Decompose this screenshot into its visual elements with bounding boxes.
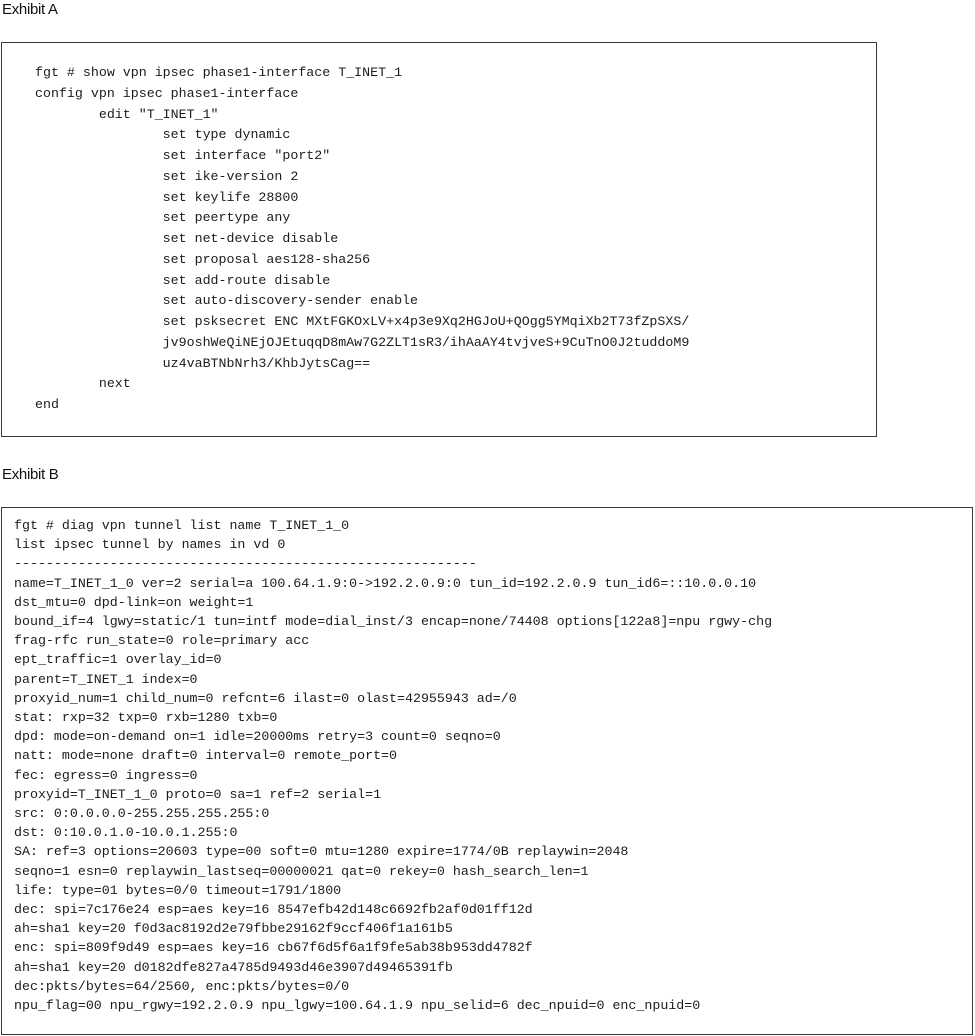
exhibit-b-label: Exhibit B bbox=[2, 466, 59, 483]
code-line: list ipsec tunnel by names in vd 0 bbox=[14, 537, 286, 553]
code-line: set peertype any bbox=[35, 210, 291, 226]
code-line: next bbox=[35, 376, 131, 392]
code-line: fgt # show vpn ipsec phase1-interface T_INET_1 bbox=[35, 65, 403, 80]
code-line: end bbox=[35, 397, 59, 412]
code-line: bound_if=4 lgwy=static/1 tun=intf mode=dial_inst/3 encap=none/74408 options[122a8]=npu rgwy-chg bbox=[14, 614, 773, 630]
exhibit-a-label: Exhibit A bbox=[2, 1, 58, 18]
code-line: frag-rfc run_state=0 role=primary acc bbox=[14, 633, 310, 649]
code-line: src: 0:0.0.0.0-255.255.255.255:0 bbox=[14, 806, 270, 822]
code-line: fec: egress=0 ingress=0 bbox=[14, 767, 198, 783]
exhibit-b-code bbox=[14, 516, 972, 1015]
code-line: set net-device disable bbox=[35, 231, 339, 246]
code-line: enc: spi=809f9d49 esp=aes key=16 cb67f6d5f6a1f9fe5ab38b953dd4782f bbox=[14, 940, 533, 956]
code-line: set type dynamic bbox=[35, 127, 291, 143]
code-line: jv9oshWeQiNEjOJEtuqqD8mAw7G2ZLT1sR3/ihAaAY4tvjveS+9CuTnO0J2tuddoM9 bbox=[35, 334, 690, 350]
code-line: seqno=1 esn=0 replaywin_lastseq=00000021 qat=0 rekey=0 hash_search_len=1 bbox=[14, 863, 589, 879]
code-line: dst: 0:10.0.1.0-10.0.1.255:0 bbox=[14, 825, 238, 841]
code-line: config vpn ipsec phase1-interface bbox=[35, 85, 299, 101]
code-line: ah=sha1 key=20 f0d3ac8192d2e79fbbe29162f9ccf406f1a161b5 bbox=[14, 921, 453, 937]
exhibit-a-code-box bbox=[1, 42, 877, 437]
code-line: dpd: mode=on-demand on=1 idle=20000ms retry=3 count=0 seqno=0 bbox=[14, 729, 501, 745]
code-line: proxyid=T_INET_1_0 proto=0 sa=1 ref=2 serial=1 bbox=[14, 786, 382, 802]
code-line: dec: spi=7c176e24 esp=aes key=16 8547efb42d148c6692fb2af0d01ff12d bbox=[14, 902, 533, 918]
code-line: parent=T_INET_1 index=0 bbox=[14, 671, 198, 687]
code-line: set proposal aes128-sha256 bbox=[35, 251, 371, 267]
code-line: set add-route disable bbox=[35, 272, 331, 288]
code-line: ah=sha1 key=20 d0182dfe827a4785d9493d46e3907d49465391fb bbox=[14, 959, 453, 975]
code-line: set keylife 28800 bbox=[35, 189, 299, 205]
code-line: set ike-version 2 bbox=[35, 168, 299, 184]
exhibit-b-code-box bbox=[1, 507, 973, 1035]
code-line: dst_mtu=0 dpd-link=on weight=1 bbox=[14, 594, 254, 610]
code-line: natt: mode=none draft=0 interval=0 remote_port=0 bbox=[14, 748, 398, 764]
code-line: set psksecret ENC MXtFGKOxLV+x4p3e9Xq2HGJoU+QOgg5YMqiXb2T73fZpSXS/ bbox=[35, 314, 690, 329]
code-line: ---------------------------------------------------------- bbox=[14, 556, 477, 572]
code-line: SA: ref=3 options=20603 type=00 soft=0 mtu=1280 expire=1774/0B replaywin=2048 bbox=[14, 844, 629, 860]
code-line: name=T_INET_1_0 ver=2 serial=a 100.64.1.9:0->192.2.0.9:0 tun_id=192.2.0.9 tun_id6=::10.0.0.10 bbox=[14, 575, 757, 591]
code-line: fgt # diag vpn tunnel list name T_INET_1_0 bbox=[14, 518, 350, 533]
code-line: dec:pkts/bytes=64/2560, enc:pkts/bytes=0/0 bbox=[14, 978, 350, 994]
exhibit-a-code bbox=[35, 63, 876, 416]
code-line: life: type=01 bytes=0/0 timeout=1791/1800 bbox=[14, 882, 342, 898]
code-line: set auto-discovery-sender enable bbox=[35, 293, 419, 309]
code-line: stat: rxp=32 txp=0 rxb=1280 txb=0 bbox=[14, 710, 278, 726]
code-line: set interface "port2" bbox=[35, 148, 331, 163]
code-line: edit "T_INET_1" bbox=[35, 106, 219, 122]
code-line: uz4vaBTNbNrh3/KhbJytsCag== bbox=[35, 355, 371, 371]
code-line: proxyid_num=1 child_num=0 refcnt=6 ilast=0 olast=42955943 ad=/0 bbox=[14, 690, 517, 706]
code-line: npu_flag=00 npu_rgwy=192.2.0.9 npu_lgwy=100.64.1.9 npu_selid=6 dec_npuid=0 enc_npuid=0 bbox=[14, 998, 701, 1014]
code-line: ept_traffic=1 overlay_id=0 bbox=[14, 652, 222, 668]
